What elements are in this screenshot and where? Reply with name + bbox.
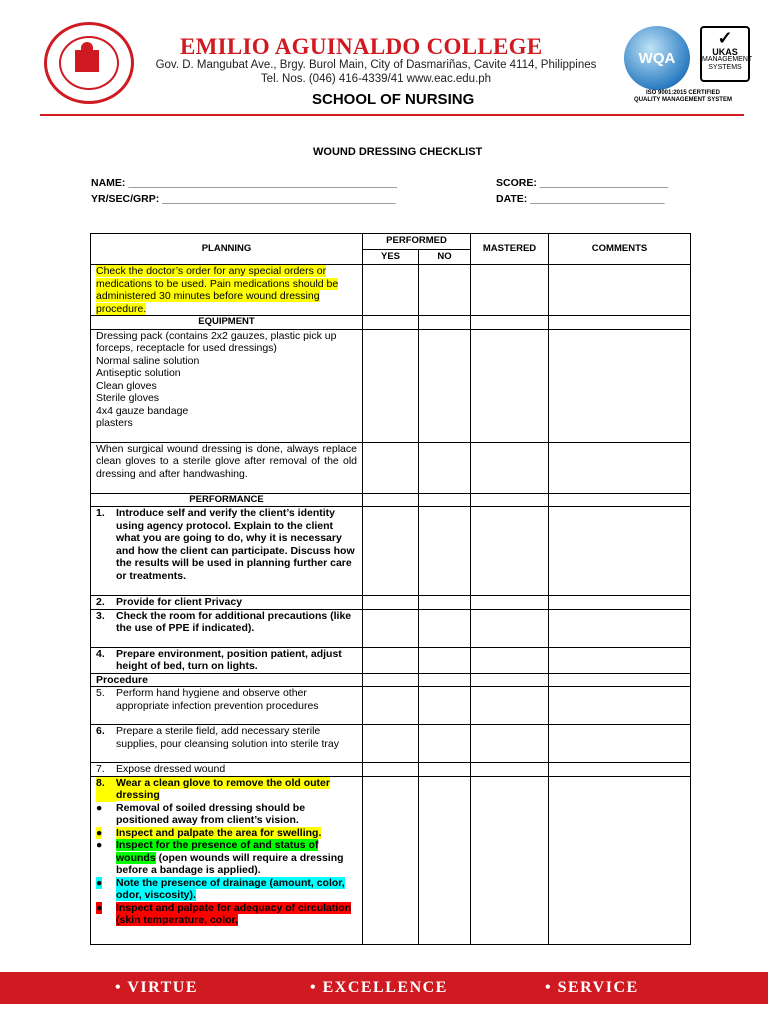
bullet-1: Removal of soiled dressing should be positioned away from client’s vision. xyxy=(116,801,306,826)
ukas-sub: MANAGEMENT SYSTEMS xyxy=(702,56,753,71)
comments-cell[interactable] xyxy=(549,329,691,442)
mastered-cell[interactable] xyxy=(471,776,549,944)
step-5: 5. Perform hand hygiene and observe other appropriate infection prevention procedures xyxy=(91,687,363,725)
no-cell xyxy=(419,316,471,330)
no-cell[interactable] xyxy=(419,687,471,725)
tel-line: Tel. Nos. (046) 416-4339/41 www.eac.edu.ph xyxy=(260,73,492,85)
date-field[interactable]: DATE: _______________________ xyxy=(496,193,665,205)
header-divider xyxy=(40,114,744,116)
mastered-cell xyxy=(471,316,549,330)
bullet-5: Inspect and palpate for adequacy of circulation (skin temperature, color, xyxy=(116,901,352,926)
yes-header: YES xyxy=(363,249,419,265)
mastered-cell[interactable] xyxy=(471,647,549,673)
mastered-cell[interactable] xyxy=(471,329,549,442)
mastered-cell[interactable] xyxy=(471,725,549,763)
no-cell[interactable] xyxy=(419,776,471,944)
iso-line-1: ISO 9001:2015 CERTIFIED xyxy=(645,90,721,96)
section-row xyxy=(91,493,691,507)
equipment-cell xyxy=(91,329,363,442)
mastered-cell[interactable] xyxy=(471,507,549,596)
step-4-text: Prepare environment, position patient, adjust height of bed, turn on lights. xyxy=(116,647,342,672)
college-address xyxy=(133,58,619,86)
yes-cell[interactable] xyxy=(363,687,419,725)
footer-banner xyxy=(0,972,768,1004)
table-row xyxy=(91,687,691,725)
table-row xyxy=(91,265,691,316)
list-item: 4x4 gauze bandage xyxy=(96,404,189,417)
step-7-text: Expose dressed wound xyxy=(116,763,226,775)
no-cell[interactable] xyxy=(419,596,471,610)
comments-header: COMMENTS xyxy=(549,234,691,265)
section-row xyxy=(91,316,691,330)
no-cell xyxy=(419,493,471,507)
mastered-cell[interactable] xyxy=(471,596,549,610)
yes-cell[interactable] xyxy=(363,776,419,944)
comments-cell[interactable] xyxy=(549,609,691,647)
checklist-table xyxy=(90,233,691,945)
no-header: NO xyxy=(419,249,471,265)
comments-cell[interactable] xyxy=(549,725,691,763)
step-6: 6. Prepare a sterile field, add necessary sterile supplies, pour cleansing solution into sterile tray xyxy=(91,725,363,763)
step-2-text: Provide for client Privacy xyxy=(116,596,243,608)
yes-cell[interactable] xyxy=(363,609,419,647)
no-cell[interactable] xyxy=(419,329,471,442)
list-item: Clean gloves xyxy=(96,379,157,392)
mastered-cell[interactable] xyxy=(471,265,549,316)
wqa-logo: WQA xyxy=(624,26,690,90)
no-cell[interactable] xyxy=(419,442,471,493)
comments-cell[interactable] xyxy=(549,507,691,596)
step-8-text: Wear a clean glove xyxy=(116,776,214,789)
step-1-text: Introduce self and verify the client’s identity using agency protocol. Explain to the client what you are going to do, why it is necessary and how the client can participate. Discuss how the results will be used in planning further care or treatments. xyxy=(116,507,355,582)
mastered-cell[interactable] xyxy=(471,687,549,725)
no-cell[interactable] xyxy=(419,725,471,763)
yes-cell xyxy=(363,316,419,330)
footer-virtue: • VIRTUE xyxy=(115,979,198,996)
table-row xyxy=(91,776,691,944)
yes-cell[interactable] xyxy=(363,647,419,673)
comments-cell xyxy=(549,316,691,330)
no-cell[interactable] xyxy=(419,609,471,647)
ukas-logo xyxy=(700,26,753,82)
mastered-cell[interactable] xyxy=(471,763,549,777)
footer-service: • SERVICE xyxy=(545,979,639,996)
iso-line-2: QUALITY MANAGEMENT SYSTEM xyxy=(634,97,732,103)
equipment-section: EQUIPMENT xyxy=(91,316,363,330)
checklist-title: WOUND DRESSING CHECKLIST xyxy=(313,146,483,158)
no-cell[interactable] xyxy=(419,265,471,316)
crown-check-icon: ✓ xyxy=(717,28,733,48)
step-2: 2. Provide for client Privacy xyxy=(91,596,363,610)
address-line: Gov. D. Mangubat Ave., Brgy. Burol Main, City of Dasmariñas, Cavite 4114, Philippines xyxy=(155,59,597,71)
list-item: Normal saline solution xyxy=(96,354,200,367)
step-5-text: Perform hand hygiene and observe other appropriate infection prevention procedures xyxy=(116,687,319,712)
no-cell[interactable] xyxy=(419,647,471,673)
performance-section: PERFORMANCE xyxy=(91,493,363,507)
step-8-highlight: to remove the old outer dressing xyxy=(116,776,330,801)
mastered-cell xyxy=(471,673,549,687)
step-4: 4. Prepare environment, position patient, adjust height of bed, turn on lights. xyxy=(91,647,363,673)
table-row xyxy=(91,507,691,596)
table-row xyxy=(91,763,691,777)
comments-cell[interactable] xyxy=(549,763,691,777)
ukas-label: UKAS xyxy=(712,47,738,57)
comments-cell[interactable] xyxy=(549,647,691,673)
table-row xyxy=(91,442,691,493)
comments-cell[interactable] xyxy=(549,596,691,610)
step-3-text: Check the room for additional precautions (like the use of PPE if indicated). xyxy=(116,609,352,634)
mastered-header: MASTERED xyxy=(471,234,549,265)
table-row xyxy=(91,596,691,610)
footer-excellence: • EXCELLENCE xyxy=(310,979,448,996)
no-cell[interactable] xyxy=(419,507,471,596)
section-row xyxy=(91,673,691,687)
table-row xyxy=(91,609,691,647)
performed-header: PERFORMED xyxy=(363,234,471,250)
iso-certification xyxy=(628,90,738,104)
yes-cell[interactable] xyxy=(363,725,419,763)
bullet-4: Note the presence of drainage (amount, color, odor, viscosity). xyxy=(116,876,345,901)
no-cell xyxy=(419,673,471,687)
no-cell[interactable] xyxy=(419,763,471,777)
step-8: 8. Wear a clean glove to remove the old outer dressing ● Removal of soiled dressing should be positioned away from client’s vision. ● Inspect and palpate the area for swelling. ● Inspect for the presence of and status of wounds (open wounds will require a dressing before a bandage is applied). ● Note the presence of drainage (amount, color, odor, viscosity). ● Inspect and palpate for adequacy of circulation (skin temperature, color, xyxy=(91,776,363,944)
comments-cell[interactable] xyxy=(549,265,691,316)
bullet-3-highlight: Inspect for the presence of and status of wounds xyxy=(116,839,319,864)
yes-cell xyxy=(363,673,419,687)
mastered-cell xyxy=(471,493,549,507)
list-item: Antiseptic solution xyxy=(96,367,181,379)
comments-cell[interactable] xyxy=(549,687,691,725)
college-name: EMILIO AGUINALDO COLLEGE xyxy=(180,34,543,59)
yr-sec-grp-field[interactable]: YR/SEC/GRP: ________________________________________ xyxy=(91,193,396,205)
list-item: Sterile gloves xyxy=(96,392,160,404)
comments-cell xyxy=(549,673,691,687)
college-seal-logo xyxy=(44,22,134,104)
score-field[interactable]: SCORE: ______________________ xyxy=(496,177,669,189)
list-item: plasters xyxy=(96,417,133,429)
yes-cell[interactable] xyxy=(363,763,419,777)
school-name: SCHOOL OF NURSING xyxy=(312,91,475,108)
comments-cell[interactable] xyxy=(549,776,691,944)
comments-cell[interactable] xyxy=(549,442,691,493)
mastered-cell[interactable] xyxy=(471,609,549,647)
equipment-note: When surgical wound dressing is done, always replace clean gloves to a sterile glove after removal of the old dressing and after handwashing. xyxy=(91,442,363,493)
step-1: 1. Introduce self and verify the client’s identity using agency protocol. Explain to the client what you are going to do, why it is necessary and how the client can participate. Discuss how the results will be used in planning further care or treatments. xyxy=(91,507,363,596)
mastered-cell[interactable] xyxy=(471,442,549,493)
yes-cell[interactable] xyxy=(363,265,419,316)
yes-cell xyxy=(363,493,419,507)
comments-cell xyxy=(549,493,691,507)
bullet-2: Inspect and palpate the area for swelling. xyxy=(116,826,322,839)
yes-cell[interactable] xyxy=(363,596,419,610)
yes-cell[interactable] xyxy=(363,442,419,493)
list-item: Dressing pack (contains 2x2 gauzes, plastic pick up forceps, receptacle for used dressings) xyxy=(96,329,337,354)
table-row xyxy=(91,725,691,763)
yes-cell[interactable] xyxy=(363,507,419,596)
procedure-section: Procedure xyxy=(91,673,363,687)
planning-header: PLANNING xyxy=(91,234,363,265)
table-row xyxy=(91,329,691,442)
planning-text: Check the doctor’s order for any special orders or medications to be used. Pain medications should be administered 30 minutes before wound dressing procedure. xyxy=(96,265,339,315)
step-3: 3. Check the room for additional precautions (like the use of PPE if indicated). xyxy=(91,609,363,647)
name-field[interactable]: NAME: ______________________________________________ xyxy=(91,177,397,189)
step-6-text: Prepare a sterile field, add necessary sterile supplies, pour cleansing solution into sterile tray xyxy=(116,725,339,750)
header-row xyxy=(91,234,691,250)
yes-cell[interactable] xyxy=(363,329,419,442)
planning-cell xyxy=(91,265,363,316)
bullet-3-text: (open wounds will require a dressing before a bandage is applied). xyxy=(116,851,344,876)
step-7: 7. Expose dressed wound xyxy=(91,763,363,777)
table-row xyxy=(91,647,691,673)
